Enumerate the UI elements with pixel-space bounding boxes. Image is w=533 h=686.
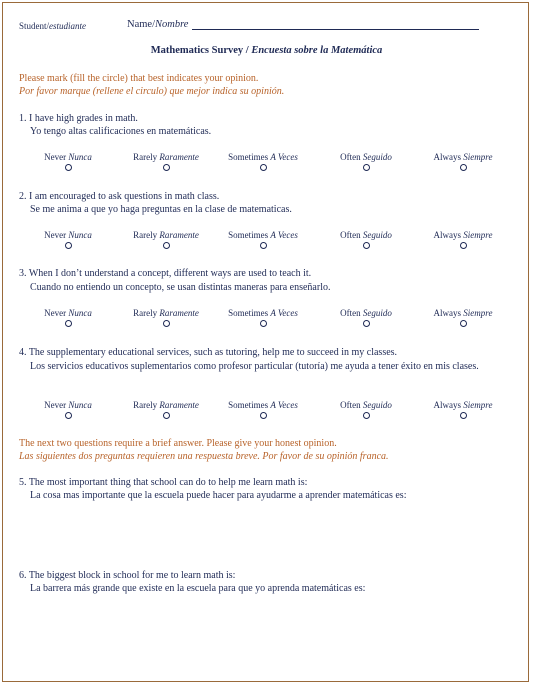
option-label-es: Seguido	[362, 152, 392, 162]
radio-circle[interactable]	[65, 320, 72, 327]
option-label-es: Siempre	[463, 152, 493, 162]
radio-circle[interactable]	[363, 412, 370, 419]
name-field[interactable]	[127, 19, 479, 30]
option-often[interactable]	[321, 308, 411, 327]
option-label-es: A Veces	[270, 308, 298, 318]
question-6-es: La barrera más grande que existe en la escuela para que yo aprenda matemáticas es:	[30, 583, 366, 594]
radio-circle[interactable]	[65, 164, 72, 171]
option-label-en: Never	[44, 400, 67, 410]
option-label-en: Never	[44, 152, 67, 162]
option-label-es: Seguido	[362, 400, 392, 410]
option-often[interactable]	[321, 400, 411, 419]
answer-area-6[interactable]	[30, 599, 510, 674]
question-4-es: Los servicios educativos suplementarios como profesor particular (tutoría) me ayuda a tener éxito en mis clases.	[30, 361, 479, 372]
option-label-en: Sometimes	[228, 308, 269, 318]
option-label-es: Raramente	[159, 152, 199, 162]
radio-circle[interactable]	[460, 242, 467, 249]
name-label-en: Name/	[127, 19, 155, 30]
option-always[interactable]	[418, 152, 508, 171]
radio-circle[interactable]	[363, 320, 370, 327]
option-label-en: Never	[44, 230, 67, 240]
title-es: Encuesta sobre la Matemática	[251, 45, 383, 56]
option-rarely[interactable]	[121, 308, 211, 327]
rating-scale-1	[3, 152, 530, 176]
option-label-en: Always	[433, 400, 462, 410]
option-never[interactable]	[23, 400, 113, 419]
option-always[interactable]	[418, 400, 508, 419]
question-6-en: 6. The biggest block in school for me to learn math is:	[19, 570, 236, 581]
option-label-en: Always	[433, 308, 462, 318]
option-label-en: Sometimes	[228, 152, 269, 162]
radio-circle[interactable]	[363, 164, 370, 171]
option-label-en: Often	[340, 308, 361, 318]
question-1-en: 1. I have high grades in math.	[19, 113, 138, 124]
radio-circle[interactable]	[260, 320, 267, 327]
option-label-es: Siempre	[463, 230, 493, 240]
option-label-es: Raramente	[159, 308, 199, 318]
instructions-es: Por favor marque (rellene el circulo) que mejor indica su opinión.	[19, 86, 285, 97]
option-label-es: Raramente	[159, 230, 199, 240]
brief-instructions-es: Las siguientes dos preguntas requieren una respuesta breve. Por favor de su opinión franca.	[19, 451, 389, 462]
option-never[interactable]	[23, 230, 113, 249]
survey-page	[2, 2, 529, 682]
student-label-es: estudiante	[49, 21, 87, 31]
option-label-en: Often	[340, 230, 361, 240]
radio-circle[interactable]	[460, 164, 467, 171]
name-label-es: Nombre	[155, 19, 189, 30]
option-always[interactable]	[418, 230, 508, 249]
rating-scale-2	[3, 230, 530, 254]
option-label-es: A Veces	[270, 400, 298, 410]
option-label-es: Nunca	[68, 400, 92, 410]
option-label-en: Rarely	[133, 230, 158, 240]
option-label-es: Nunca	[68, 152, 92, 162]
option-sometimes[interactable]	[218, 152, 308, 171]
option-label-en: Rarely	[133, 400, 158, 410]
option-label-es: Seguido	[362, 230, 392, 240]
option-label-en: Never	[44, 308, 67, 318]
option-sometimes[interactable]	[218, 308, 308, 327]
option-label-en: Always	[433, 230, 462, 240]
option-label-es: A Veces	[270, 230, 298, 240]
radio-circle[interactable]	[65, 412, 72, 419]
option-label-es: Nunca	[68, 230, 92, 240]
option-often[interactable]	[321, 152, 411, 171]
option-label-es: Siempre	[463, 308, 493, 318]
option-often[interactable]	[321, 230, 411, 249]
option-label-en: Always	[433, 152, 462, 162]
answer-area-5[interactable]	[30, 505, 510, 565]
question-1-es: Yo tengo altas calificaciones en matemáticas.	[30, 126, 212, 137]
rating-scale-4	[3, 400, 530, 424]
option-label-es: Siempre	[463, 400, 493, 410]
radio-circle[interactable]	[363, 242, 370, 249]
rating-scale-3	[3, 308, 530, 332]
option-label-es: A Veces	[270, 152, 298, 162]
radio-circle[interactable]	[163, 320, 170, 327]
option-label-en: Sometimes	[228, 230, 269, 240]
radio-circle[interactable]	[260, 164, 267, 171]
name-line[interactable]	[192, 19, 479, 30]
option-sometimes[interactable]	[218, 400, 308, 419]
option-rarely[interactable]	[121, 400, 211, 419]
question-3-es: Cuando no entiendo un concepto, se usan distintas maneras para enseñarlo.	[30, 282, 331, 293]
brief-instructions-en: The next two questions require a brief answer. Please give your honest opinion.	[19, 438, 337, 449]
option-label-es: Seguido	[362, 308, 392, 318]
student-label	[19, 21, 86, 31]
question-2-es: Se me anima a que yo haga preguntas en la clase de matematicas.	[30, 204, 292, 215]
question-5-en: 5. The most important thing that school can do to help me learn math is:	[19, 477, 308, 488]
question-3-en: 3. When I don’t understand a concept, different ways are used to teach it.	[19, 268, 312, 279]
option-rarely[interactable]	[121, 230, 211, 249]
option-label-en: Often	[340, 400, 361, 410]
question-5-es: La cosa mas importante que la escuela puede hacer para ayudarme a aprender matemáticas es:	[30, 490, 407, 501]
option-never[interactable]	[23, 308, 113, 327]
option-label-en: Rarely	[133, 152, 158, 162]
radio-circle[interactable]	[163, 242, 170, 249]
radio-circle[interactable]	[460, 320, 467, 327]
option-always[interactable]	[418, 308, 508, 327]
question-2-en: 2. I am encouraged to ask questions in math class.	[19, 191, 220, 202]
option-label-en: Rarely	[133, 308, 158, 318]
radio-circle[interactable]	[460, 412, 467, 419]
student-label-en: Student/	[19, 21, 50, 31]
radio-circle[interactable]	[260, 412, 267, 419]
option-never[interactable]	[23, 152, 113, 171]
radio-circle[interactable]	[65, 242, 72, 249]
instructions-en: Please mark (fill the circle) that best indicates your opinion.	[19, 73, 259, 84]
page-title	[3, 45, 530, 56]
option-rarely[interactable]	[121, 152, 211, 171]
title-en: Mathematics Survey	[150, 45, 244, 56]
title-separator: /	[243, 45, 252, 56]
radio-circle[interactable]	[260, 242, 267, 249]
option-label-en: Often	[340, 152, 361, 162]
question-4-en: 4. The supplementary educational services, such as tutoring, help me to succeed in my classes.	[19, 347, 398, 358]
option-label-en: Sometimes	[228, 400, 269, 410]
option-sometimes[interactable]	[218, 230, 308, 249]
option-label-es: Raramente	[159, 400, 199, 410]
radio-circle[interactable]	[163, 164, 170, 171]
option-label-es: Nunca	[68, 308, 92, 318]
radio-circle[interactable]	[163, 412, 170, 419]
